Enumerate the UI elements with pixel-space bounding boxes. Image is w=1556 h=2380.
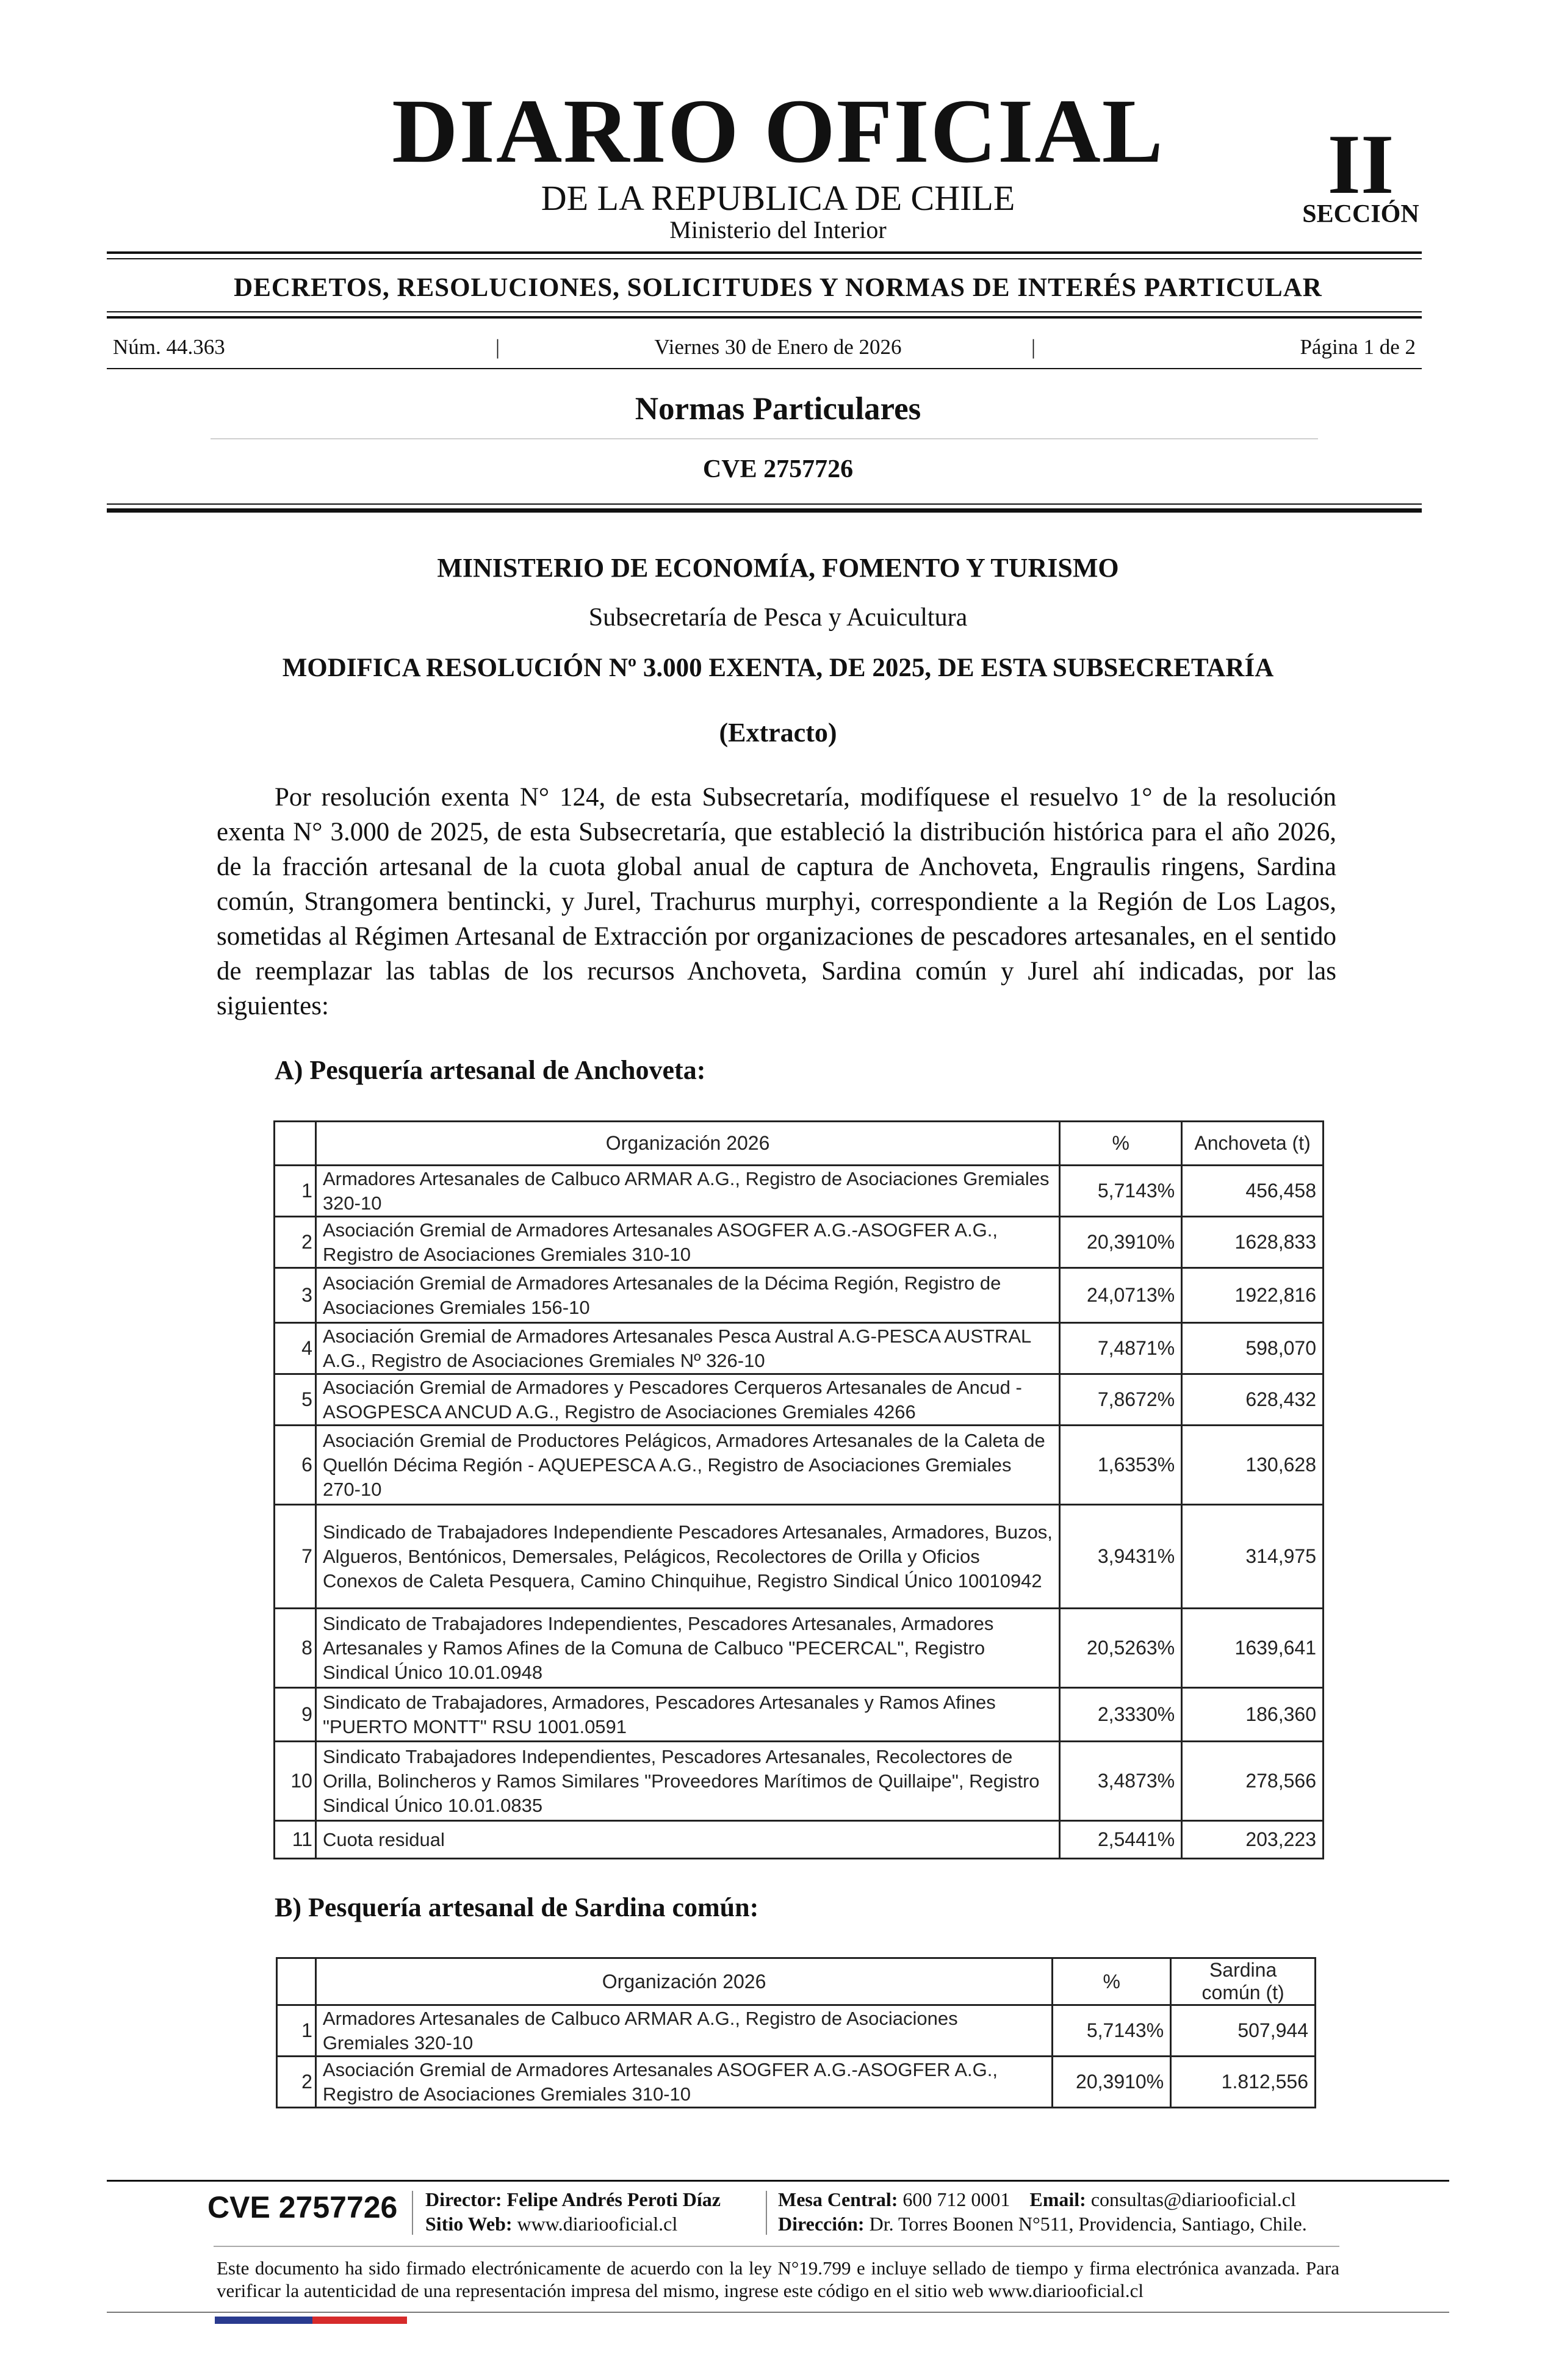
row-tonnes: 456,458	[1182, 1166, 1324, 1217]
subsecretary-heading: Subsecretaría de Pesca y Acuicultura	[588, 604, 968, 632]
header-rule-mid-2	[107, 316, 1422, 319]
web-link[interactable]: www.diariooficial.cl	[517, 2213, 678, 2235]
ministry-heading: MINISTERIO DE ECONOMÍA, FOMENTO Y TURISMO	[437, 553, 1119, 583]
table-row	[275, 1688, 1324, 1742]
section-title-rule	[211, 438, 1318, 439]
row-organization: Cuota residual	[315, 1821, 1059, 1859]
table-row	[275, 1268, 1324, 1323]
row-index: 11	[275, 1821, 316, 1859]
extract-label: (Extracto)	[719, 718, 837, 748]
header-organization: Organización 2026	[315, 1122, 1059, 1166]
row-index: 5	[275, 1374, 316, 1426]
row-index: 8	[275, 1609, 316, 1688]
footer-rule-mid	[214, 2246, 1339, 2247]
meta-rule	[107, 368, 1422, 369]
row-tonnes: 1639,641	[1182, 1609, 1324, 1688]
row-percent: 24,0713%	[1060, 1268, 1182, 1323]
issue-number: Núm. 44.363	[113, 335, 225, 359]
row-index: 1	[275, 1166, 316, 1217]
footer-rule-bottom	[107, 2312, 1449, 2313]
row-index: 10	[275, 1742, 316, 1821]
decree-line: DECRETOS, RESOLUCIONES, SOLICITUDES Y NORMAS DE INTERÉS PARTICULAR	[234, 273, 1322, 302]
row-tonnes: 278,566	[1182, 1742, 1324, 1821]
row-percent: 1,6353%	[1060, 1426, 1182, 1505]
email-label: Email:	[1029, 2188, 1086, 2210]
table-row	[277, 2057, 1316, 2108]
row-organization: Asociación Gremial de Armadores Artesanales ASOGFER A.G.-ASOGFER A.G., Registro de Asociaciones Gremiales 310-10	[315, 2057, 1052, 2108]
table-header-row	[275, 1122, 1324, 1166]
mesa-phone: 600 712 0001	[902, 2188, 1010, 2210]
web-label: Sitio Web:	[425, 2213, 513, 2235]
masthead-title: DIARIO OFICIAL	[392, 81, 1164, 182]
meta-separator-2: |	[1031, 335, 1036, 359]
sardina-table	[276, 1957, 1316, 2108]
cve-rule-1	[107, 503, 1422, 505]
header-rule-top-1	[107, 251, 1422, 254]
row-organization: Asociación Gremial de Armadores y Pescadores Cerqueros Artesanales de Ancud - ASOGPESCA ANCUD A.G., Registro de Asociaciones Gremiales 4266	[315, 1374, 1059, 1426]
row-organization: Armadores Artesanales de Calbuco ARMAR A.G., Registro de Asociaciones Gremiales 320-10	[315, 1166, 1059, 1217]
section-title: Normas Particulares	[635, 391, 921, 427]
anchoveta-label: A) Pesquería artesanal de Anchoveta:	[275, 1055, 706, 1085]
section-number: II	[1327, 117, 1394, 212]
row-organization: Armadores Artesanales de Calbuco ARMAR A.G., Registro de Asociaciones Gremiales 320-10	[315, 2005, 1052, 2057]
section-cve: CVE 2757726	[702, 455, 854, 483]
row-organization: Asociación Gremial de Armadores Artesanales ASOGFER A.G.-ASOGFER A.G., Registro de Asociaciones Gremiales 310-10	[315, 1217, 1059, 1268]
table-row	[277, 2005, 1316, 2057]
row-percent: 7,8672%	[1060, 1374, 1182, 1426]
email-link[interactable]: consultas@diariooficial.cl	[1090, 2188, 1296, 2210]
issue-date: Viernes 30 de Enero de 2026	[654, 335, 902, 359]
row-tonnes: 1.812,556	[1171, 2057, 1316, 2108]
row-index: 4	[275, 1323, 316, 1374]
flag-stripe-blue	[215, 2317, 312, 2324]
table-row	[275, 1505, 1324, 1609]
row-index: 7	[275, 1505, 316, 1609]
row-organization: Sindicato Trabajadores Independientes, Pescadores Artesanales, Recolectores de Orilla, Bolincheros y Ramos Similares "Proveedores Marítimos de Quillaipe", Registro Sindical Único 10.01.0835	[315, 1742, 1059, 1821]
table-row	[275, 1217, 1324, 1268]
sardina-label: B) Pesquería artesanal de Sardina común:	[275, 1892, 759, 1922]
row-percent: 5,7143%	[1053, 2005, 1171, 2057]
header-percent: %	[1060, 1122, 1182, 1166]
address-label: Dirección:	[778, 2213, 865, 2235]
row-percent: 2,5441%	[1060, 1821, 1182, 1859]
row-tonnes: 203,223	[1182, 1821, 1324, 1859]
row-tonnes: 130,628	[1182, 1426, 1324, 1505]
row-tonnes: 1628,833	[1182, 1217, 1324, 1268]
footer-note: Este documento ha sido firmado electrónicamente de acuerdo con la ley N°19.799 e incluye sellado de tiempo y firma electrónica avanzada. Para verificar la autenticidad de una representación impresa del mismo, ingrese este código en el sitio web www.diariooficial.cl	[217, 2257, 1339, 2301]
cve-rule-2	[107, 508, 1422, 513]
row-index: 6	[275, 1426, 316, 1505]
masthead-subtitle: DE LA REPUBLICA DE CHILE	[541, 178, 1015, 218]
header-anchoveta: Anchoveta (t)	[1182, 1122, 1324, 1166]
mesa-label: Mesa Central:	[778, 2188, 898, 2210]
body-paragraph: Por resolución exenta N° 124, de esta Subsecretaría, modifíquese el resuelvo 1° de la resolución exenta N° 3.000 de 2025, de esta Subsecretaría, que estableció la distribución histórica para el año 2026, de la fracción artesanal de la cuota global anual de captura de Anchoveta, Engraulis ringens, Sardina común, Strangomera bentincki, y Jurel, Trachurus murphyi, correspondiente a la Región de Los Lagos, sometidas al Régimen Artesanal de Extracción por organizaciones de pescadores artesanales, en el sentido de reemplazar las tablas de los recursos Anchoveta, Sardina común y Jurel ahí indicadas, por las siguientes:	[217, 783, 1336, 1020]
row-percent: 3,9431%	[1060, 1505, 1182, 1609]
row-index: 3	[275, 1268, 316, 1323]
row-percent: 2,3330%	[1060, 1688, 1182, 1742]
table-row	[275, 1374, 1324, 1426]
table-row	[275, 1742, 1324, 1821]
footer-contact-block	[778, 2187, 1307, 2236]
address-text: Dr. Torres Boonen N°511, Providencia, Santiago, Chile.	[869, 2213, 1307, 2235]
row-organization: Asociación Gremial de Productores Pelágicos, Armadores Artesanales de la Caleta de Quellón Décima Región - AQUEPESCA A.G., Registro de Asociaciones Gremiales 270-10	[315, 1426, 1059, 1505]
row-organization: Sindicato de Trabajadores, Armadores, Pescadores Artesanales y Ramos Afines "PUERTO MONTT" RSU 1001.0591	[315, 1688, 1059, 1742]
row-tonnes: 314,975	[1182, 1505, 1324, 1609]
row-percent: 20,3910%	[1053, 2057, 1171, 2108]
row-organization: Asociación Gremial de Armadores Artesanales de la Décima Región, Registro de Asociaciones Gremiales 156-10	[315, 1268, 1059, 1323]
row-percent: 20,5263%	[1060, 1609, 1182, 1688]
footer-director-block	[425, 2187, 721, 2236]
table-row	[275, 1166, 1324, 1217]
row-index: 9	[275, 1688, 316, 1742]
row-index: 2	[275, 1217, 316, 1268]
footer-divider-2	[766, 2191, 767, 2235]
page-indicator: Página 1 de 2	[1300, 335, 1416, 359]
header-rule-mid-1	[107, 311, 1422, 312]
meta-separator-1: |	[495, 335, 500, 359]
row-percent: 7,4871%	[1060, 1323, 1182, 1374]
table-row	[275, 1609, 1324, 1688]
table-header-row	[277, 1958, 1316, 2005]
header-index	[275, 1122, 316, 1166]
row-tonnes: 186,360	[1182, 1688, 1324, 1742]
header-index	[277, 1958, 316, 2005]
header-percent: %	[1053, 1958, 1171, 2005]
table-row	[275, 1426, 1324, 1505]
row-organization: Sindicado de Trabajadores Independiente Pescadores Artesanales, Armadores, Buzos, Algueros, Bentónicos, Demersales, Pelágicos, Recolectores de Orilla y Oficios Conexos de Caleta Pesquera, Camino Chinquihue, Registro Sindical Único 10010942	[315, 1505, 1059, 1609]
row-organization: Asociación Gremial de Armadores Artesanales Pesca Austral A.G-PESCA AUSTRAL A.G., Registro de Asociaciones Gremiales Nº 326-10	[315, 1323, 1059, 1374]
director-label: Director:	[425, 2188, 502, 2210]
footer-cve: CVE 2757726	[207, 2190, 398, 2224]
header-organization: Organización 2026	[315, 1958, 1052, 2005]
resolution-heading: MODIFICA RESOLUCIÓN Nº 3.000 EXENTA, DE 2025, DE ESTA SUBSECRETARÍA	[282, 654, 1274, 682]
anchoveta-table	[273, 1120, 1324, 1859]
footer-divider-1	[412, 2191, 413, 2235]
section-word: SECCIÓN	[1302, 200, 1419, 228]
row-percent: 20,3910%	[1060, 1217, 1182, 1268]
row-tonnes: 1922,816	[1182, 1268, 1324, 1323]
director-name: Felipe Andrés Peroti Díaz	[506, 2188, 721, 2210]
footer-rule-top	[107, 2180, 1449, 2182]
flag-stripe-red	[312, 2317, 407, 2324]
row-tonnes: 598,070	[1182, 1323, 1324, 1374]
table-row	[275, 1821, 1324, 1859]
row-tonnes: 507,944	[1171, 2005, 1316, 2057]
row-index: 1	[277, 2005, 316, 2057]
row-index: 2	[277, 2057, 316, 2108]
header-sardina: Sardina común (t)	[1171, 1958, 1316, 2005]
row-percent: 3,4873%	[1060, 1742, 1182, 1821]
masthead-ministry: Ministerio del Interior	[669, 216, 887, 243]
row-organization: Sindicato de Trabajadores Independientes, Pescadores Artesanales, Armadores Artesanales y Ramos Afines de la Comuna de Calbuco "PECERCAL", Registro Sindical Único 10.01.0948	[315, 1609, 1059, 1688]
row-tonnes: 628,432	[1182, 1374, 1324, 1426]
header-rule-top-2	[107, 258, 1422, 259]
table-row	[275, 1323, 1324, 1374]
row-percent: 5,7143%	[1060, 1166, 1182, 1217]
